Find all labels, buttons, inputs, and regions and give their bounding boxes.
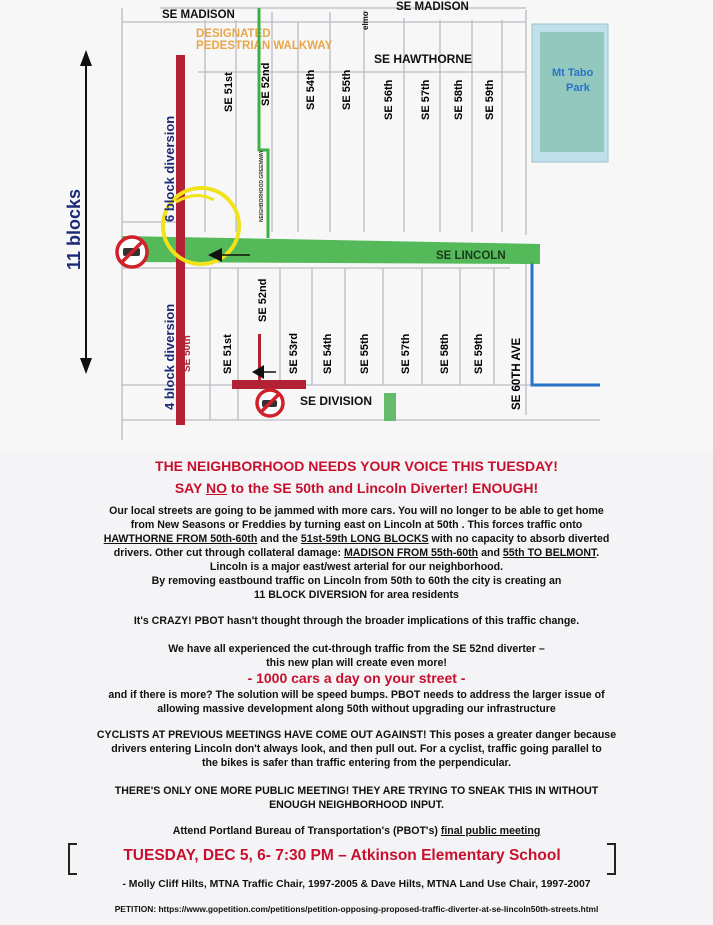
street-label-54th-south: SE 54th [322,333,334,374]
street-label-55th-north: SE 55th [341,69,353,110]
meeting-line-2: ENOUGH NEIGHBORHOOD INPUT. [269,799,444,811]
street-label-60th-ave: SE 60TH AVE [511,337,523,410]
cyclists-line-1: CYCLISTS AT PREVIOUS MEETINGS HAVE COME OUT AGAINST! This poses a greater danger because [96,729,617,741]
paragraph-1 [0,504,713,602]
para1-period: . [596,547,600,559]
para1-hawthorne: HAWTHORNE FROM 50th-60th [103,533,258,545]
crazy-line: It's CRAZY! PBOT hasn't thought through the broader implications of this traffic change. [133,615,580,627]
event-box [68,843,616,871]
street-label-57th-south: SE 57th [400,333,412,374]
street-label-elmo: elmo [361,11,370,30]
headline-2-c: to the SE 50th and Lincoln Diverter! ENOUGH! [226,480,539,496]
solution-line-2: allowing massive development along 50th without upgrading our infrastructure [157,703,556,715]
para1-line1: Our local streets are going to be jammed with more cars. You will no longer to be able to get home [109,505,604,517]
para1-long-blocks: 51st-59th LONG BLOCKS [300,533,429,545]
street-label-52nd-north: SE 52nd [260,62,272,106]
para1-line4 [0,546,713,560]
street-label-lincoln: SE LINCOLN [436,250,506,262]
street-label-52nd-south: SE 52nd [257,278,269,322]
cars-per-day: - 1000 cars a day on your street - [247,670,466,686]
meeting-line-1: THERE'S ONLY ONE MORE PUBLIC MEETING! THEY ARE TRYING TO SNEAK THIS IN WITHOUT [114,785,599,797]
para1-and: and the [257,533,301,545]
street-label-hawthorne: SE HAWTHORNE [374,52,473,66]
four-block-diversion-label: 4 block diversion [162,303,177,410]
signature-line: - Molly Cliff Hilts, MTNA Traffic Chair, 1997-2005 & Dave Hilts, MTNA Land Use Chair, 1997-2007 [122,879,591,890]
headline-2-a: SAY [174,480,206,496]
street-label-53rd-south: SE 53rd [288,333,300,374]
para1-line3 [0,532,713,546]
street-label-58th-south: SE 58th [439,333,451,374]
street-label-51st-north: SE 51st [223,72,235,112]
para1-line7: 11 BLOCK DIVERSION for area residents [254,589,459,601]
six-block-diversion-label: 6 block diversion [162,115,177,222]
street-label-50th: SE 50th [182,335,193,372]
street-label-51st-south: SE 51st [222,334,234,374]
street-label-58th-north: SE 58th [453,79,465,120]
attend-text: Attend Portland Bureau of Transportation's (PBOT's) [172,825,441,837]
street-label-57th-north: SE 57th [420,79,432,120]
street-label-madison-west: SE MADISON [162,9,235,21]
no-car-icon [257,390,283,416]
para1-belmont: 55th TO BELMONT [502,547,597,559]
para1-line5: Lincoln is a major east/west arterial for our neighborhood. [209,561,504,573]
cyclists-line-3: the bikes is safer than traffic entering from the perpendicular. [201,757,512,769]
street-label-59th-south: SE 59th [473,333,485,374]
headline-2 [0,480,713,496]
final-meeting-text: final public meeting [440,825,541,837]
street-label-59th-north: SE 59th [484,79,496,120]
attend-line [0,824,713,838]
street-label-55th-south: SE 55th [359,333,371,374]
cyclists-line-2: drivers entering Lincoln don't always look, and then pull out. For a cyclist, traffic going parallel to [111,743,602,755]
para1-line2: from New Seasons or Freddies by turning east on Lincoln at 50th . This forces traffic onto [130,519,583,531]
para1-line6: By removing eastbound traffic on Lincoln from 50th to 60th the city is creating an [151,575,562,587]
para1-damage: drivers. Other cut through collateral damage: [113,547,344,559]
headline-2-no: NO [205,480,227,496]
no-car-icon [117,237,147,267]
para1-madison: MADISON FROM 55th-60th [343,547,479,559]
headline-1: THE NEIGHBORHOOD NEEDS YOUR VOICE THIS TUESDAY! [155,458,558,474]
para1-and-2: and [478,547,503,559]
walkway-label-1: DESIGNATED [196,28,271,40]
walkway-label-2: PEDESTRIAN WALKWAY [196,40,333,52]
para1-capacity: with no capacity to absorb diverted [428,533,610,545]
street-label-madison-east: SE MADISON [396,1,469,13]
park-label: Mt Tabo [552,67,594,79]
experience-line-2: this new plan will create even more! [266,657,447,669]
street-label-54th-north: SE 54th [305,69,317,110]
flyer-text [0,452,713,925]
greenway-label: NEIGHBORHOOD GREENWAY [259,149,265,222]
street-label-56th-north: SE 56th [383,79,395,120]
solution-line-1: and if there is more? The solution will be speed bumps. PBOT needs to address the larger issue of [108,689,605,701]
street-label-division: SE DIVISION [300,394,373,408]
park-label-2: Park [566,82,590,94]
eleven-blocks-label: 11 blocks [64,188,84,270]
petition-link[interactable]: PETITION: https://www.gopetition.com/petitions/petition-opposing-proposed-traffic-diverter-at-se-lincoln50th-streets.html [114,904,599,914]
street-map [0,0,713,450]
division-red-segment [232,380,306,389]
experience-line-1: We have all experienced the cut-through traffic from the SE 52nd diverter – [168,643,545,655]
event-details: TUESDAY, DEC 5, 6- 7:30 PM – Atkinson Elementary School [123,847,561,864]
division-marker [384,393,396,421]
